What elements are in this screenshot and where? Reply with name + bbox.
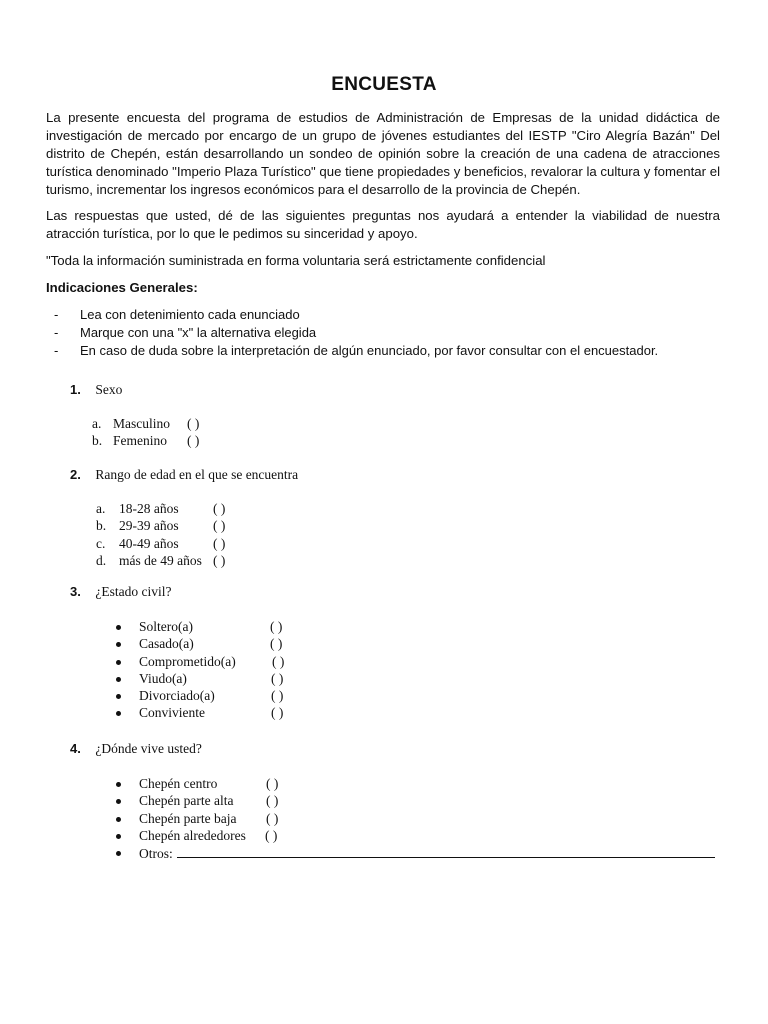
confidentiality-note: "Toda la información suministrada en forma voluntaria será estrictamente confidencial	[46, 253, 546, 268]
question-2-options	[96, 500, 276, 569]
checkbox-parens[interactable]: ( )	[271, 670, 284, 686]
intro-paragraph: La presente encuesta del programa de estudios de Administración de Empresas de la unidad didáctica de investigación de mercado por encargo de un grupo de jóvenes estudiantes del IESTP "Ciro Alegría Bazán" Del distrito de Chepén, están desarrollando un sondeo de opinión sobre la creación de una cadena de atracciones turística denominado "Imperio Plaza Turístico" que tiene propiedades y beneficios, revalorar la cultura y fomentar el turismo, incrementar los ingresos económicos para el desarrollo de la provincia de Chepén.	[46, 110, 720, 197]
checkbox-parens[interactable]: ( )	[270, 619, 283, 634]
checkbox-parens[interactable]: ( )	[265, 827, 278, 843]
bullet-icon	[116, 642, 121, 647]
indication-text: Lea con detenimiento cada enunciado	[80, 307, 300, 322]
checkbox-parens[interactable]: ( )	[213, 535, 226, 551]
checkbox-parens[interactable]: ( )	[272, 653, 285, 669]
question-number: 4.	[70, 741, 81, 756]
option-label: Viudo(a)	[139, 670, 187, 686]
option-label: Divorciado(a)	[139, 688, 215, 704]
option-casado[interactable]	[116, 635, 316, 652]
bullet-icon	[116, 851, 121, 856]
indication-text: Marque con una "x" la alternativa elegida	[80, 325, 317, 340]
bullet-icon	[116, 625, 121, 630]
question-text: Sexo	[95, 382, 123, 397]
option-40-49[interactable]	[96, 535, 276, 552]
question-2	[70, 467, 298, 483]
indication-item	[46, 342, 658, 360]
otros-row	[139, 844, 715, 862]
checkbox-parens[interactable]: ( )	[270, 636, 283, 652]
option-soltero[interactable]	[116, 618, 316, 635]
otros-input-line[interactable]	[177, 844, 715, 858]
option-label: Femenino	[113, 433, 167, 449]
bullet-icon	[116, 834, 121, 839]
option-chepen-alrededores[interactable]	[116, 827, 726, 844]
option-letter: b.	[92, 433, 103, 449]
question-number: 1.	[70, 382, 81, 397]
option-29-39[interactable]	[96, 517, 276, 534]
bullet-icon	[116, 711, 121, 716]
option-divorciado[interactable]	[116, 687, 316, 704]
option-label: 18-28 años	[119, 501, 179, 516]
option-label: Masculino	[113, 416, 170, 431]
checkbox-parens[interactable]: ( )	[187, 433, 200, 449]
question-text: ¿Dónde vive usted?	[95, 741, 202, 756]
request-paragraph: Las respuestas que usted, dé de las siguientes preguntas nos ayudará a entender la viabilidad de nuestra atracción turística, por lo que le pedimos su sinceridad y apoyo.	[46, 208, 720, 241]
bullet-icon	[116, 782, 121, 787]
question-3-options	[116, 618, 316, 722]
option-label: 29-39 años	[119, 518, 179, 534]
bullet-icon	[116, 817, 121, 822]
checkbox-parens[interactable]: ( )	[213, 501, 226, 516]
option-letter: a.	[92, 416, 102, 431]
question-1-options	[92, 415, 252, 450]
question-4	[70, 741, 202, 757]
question-4-options	[116, 775, 726, 861]
bullet-icon	[116, 799, 121, 804]
option-label: Chepén parte alta	[139, 793, 234, 809]
checkbox-parens[interactable]: ( )	[266, 793, 279, 809]
question-1	[70, 382, 122, 398]
checkbox-parens[interactable]: ( )	[266, 810, 279, 826]
checkbox-parens[interactable]: ( )	[266, 776, 279, 791]
option-chepen-centro[interactable]	[116, 775, 726, 792]
option-label: más de 49 años	[119, 552, 202, 568]
option-label: Chepén parte baja	[139, 810, 237, 826]
checkbox-parens[interactable]: ( )	[271, 688, 284, 704]
option-mas-49[interactable]	[96, 552, 276, 569]
page-title: ENCUESTA	[331, 74, 437, 95]
option-chepen-parte-baja[interactable]	[116, 810, 726, 827]
checkbox-parens[interactable]: ( )	[187, 416, 200, 431]
option-chepen-parte-alta[interactable]	[116, 792, 726, 809]
indications-list	[46, 306, 658, 360]
option-label: Chepén centro	[139, 776, 218, 791]
checkbox-parens[interactable]: ( )	[213, 552, 226, 568]
option-label: Soltero(a)	[139, 619, 193, 634]
indications-heading: Indicaciones Generales:	[46, 280, 198, 295]
bullet-icon	[116, 677, 121, 682]
option-label: Conviviente	[139, 705, 205, 721]
question-3	[70, 584, 171, 600]
option-masculino[interactable]	[92, 415, 252, 432]
dash-marker: -	[54, 343, 59, 358]
bullet-icon	[116, 660, 121, 665]
indication-item	[46, 306, 658, 324]
option-letter: d.	[96, 552, 107, 568]
option-label: Casado(a)	[139, 636, 194, 652]
indication-text: En caso de duda sobre la interpretación de algún enunciado, por favor consultar con el encuestador.	[80, 343, 659, 358]
option-label: Chepén alrededores	[139, 827, 246, 843]
option-femenino[interactable]	[92, 432, 252, 449]
checkbox-parens[interactable]: ( )	[271, 705, 284, 721]
option-conviviente[interactable]	[116, 704, 316, 721]
dash-marker: -	[54, 325, 59, 340]
option-letter: a.	[96, 501, 106, 516]
question-text: ¿Estado civil?	[95, 584, 172, 599]
checkbox-parens[interactable]: ( )	[213, 518, 226, 534]
option-otros[interactable]	[116, 844, 726, 861]
option-label: 40-49 años	[119, 535, 179, 551]
option-viudo[interactable]	[116, 670, 316, 687]
dash-marker: -	[54, 307, 59, 322]
option-label: Otros:	[139, 846, 173, 862]
option-18-28[interactable]	[96, 500, 276, 517]
question-number: 2.	[70, 467, 81, 482]
option-letter: b.	[96, 518, 107, 534]
indication-item	[46, 324, 658, 342]
option-label: Comprometido(a)	[139, 653, 236, 669]
question-number: 3.	[70, 584, 81, 599]
option-letter: c.	[96, 535, 106, 551]
bullet-icon	[116, 694, 121, 699]
option-comprometido[interactable]	[116, 653, 316, 670]
question-text: Rango de edad en el que se encuentra	[95, 467, 299, 482]
